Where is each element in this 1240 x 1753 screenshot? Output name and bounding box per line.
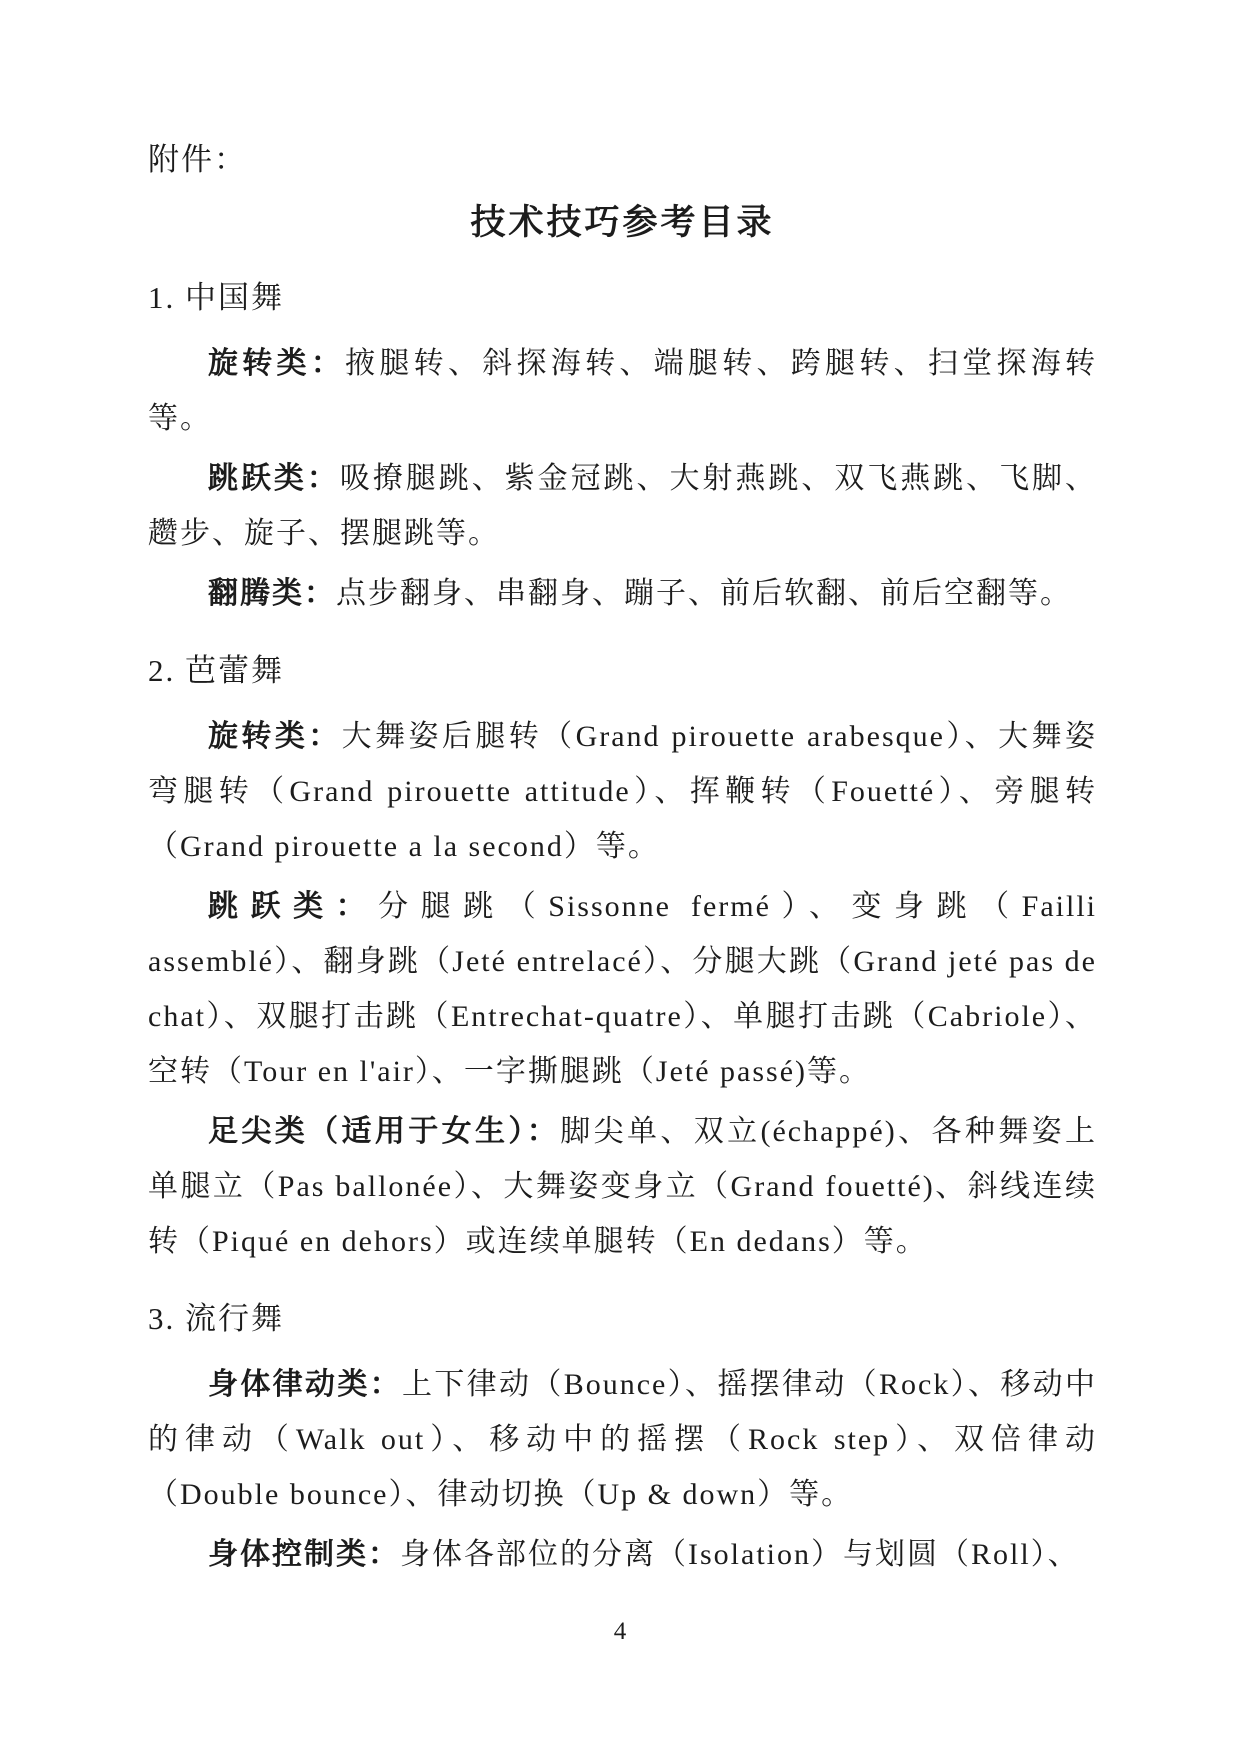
paragraph-pointe bbox=[148, 1104, 1097, 1269]
paragraph-rotation bbox=[148, 336, 1097, 446]
category-label: 翻腾类： bbox=[208, 577, 336, 610]
category-label: 身体律动类： bbox=[208, 1368, 403, 1401]
paragraph-tumbling bbox=[148, 566, 1097, 621]
section-pop-dance bbox=[148, 1295, 1097, 1582]
page-title: 技术技巧参考目录 bbox=[470, 203, 775, 242]
section-ballet bbox=[148, 647, 1097, 1269]
category-label: 跳跃类： bbox=[208, 890, 379, 923]
category-label: 跳跃类： bbox=[208, 462, 340, 495]
category-text: 身体各部位的分离（Isolation）与划圆（Roll）、 bbox=[400, 1538, 1080, 1571]
section-heading-pop-dance: 3. 流行舞 bbox=[148, 1301, 284, 1336]
category-text: 点步翻身、串翻身、蹦子、前后软翻、前后空翻等。 bbox=[336, 577, 1072, 610]
category-text: 脚尖单、双立(échappé)、各种舞姿上单腿立（Pas ballonée）、大舞姿变身立（Grand fouetté)、斜线连续转（Piqué en dehors）或连续单腿转（En dedans）等。 bbox=[148, 1115, 1097, 1258]
category-label: 足尖类（适用于女生）： bbox=[208, 1115, 561, 1148]
paragraph-body-control bbox=[148, 1527, 1097, 1582]
category-label: 旋转类： bbox=[208, 347, 346, 380]
section-heading-chinese-dance: 1. 中国舞 bbox=[148, 280, 284, 315]
category-text: 上下律动（Bounce）、摇摆律动（Rock）、移动中的律动（Walk out）、移动中的摇摆（Rock step）、双倍律动（Double bounce）、律动切换（Up & down）等。 bbox=[148, 1368, 1098, 1511]
paragraph-jumps bbox=[148, 879, 1097, 1099]
category-label: 旋转类： bbox=[208, 720, 342, 753]
attachment-label: 附件： bbox=[148, 142, 247, 177]
paragraph-rotation bbox=[148, 709, 1097, 874]
section-heading-ballet: 2. 芭蕾舞 bbox=[148, 653, 284, 688]
section-chinese-dance bbox=[148, 274, 1097, 621]
paragraph-jumps bbox=[148, 451, 1097, 561]
category-text: 掖腿转、斜探海转、端腿转、跨腿转、扫堂探海转等。 bbox=[148, 347, 1098, 435]
page-number: 4 bbox=[613, 1618, 627, 1645]
paragraph-body-groove bbox=[148, 1357, 1097, 1522]
category-text: 分腿跳（Sissonne fermé）、变身跳（Failli assemblé）、翻身跳（Jeté entrelacé）、分腿大跳（Grand jeté pas de chat）、双腿打击跳（Entrechat-quatre）、单腿打击跳（Cabriole）、空转（Tour en l'air）、一字撕腿跳（Jeté passé)等。 bbox=[148, 890, 1097, 1088]
category-text: 吸撩腿跳、紫金冠跳、大射燕跳、双飞燕跳、飞脚、趱步、旋子、摆腿跳等。 bbox=[148, 462, 1098, 550]
category-label: 身体控制类： bbox=[208, 1538, 400, 1571]
category-text: 大舞姿后腿转（Grand pirouette arabesque）、大舞姿弯腿转（Grand pirouette attitude）、挥鞭转（Fouetté）、旁腿转（Grand pirouette a la second）等。 bbox=[148, 720, 1098, 863]
